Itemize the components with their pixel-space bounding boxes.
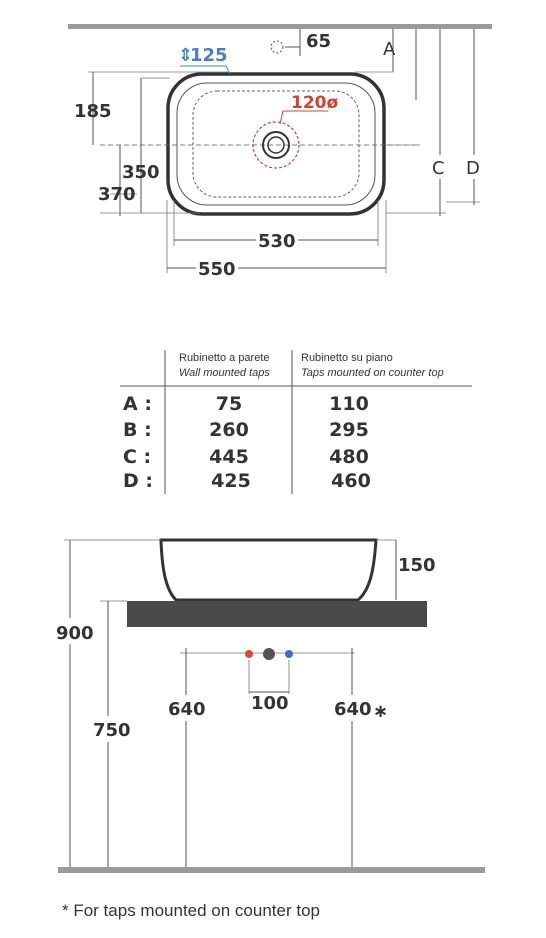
hot-water-supply-icon [245, 650, 253, 658]
dimension-table [120, 350, 472, 494]
cell-counter: 295 [329, 419, 369, 441]
table-row [123, 470, 371, 492]
dim-a-letter: A [383, 39, 396, 60]
dim-150: 150 [398, 555, 436, 576]
basin-inner-rim [177, 83, 375, 205]
dim-750: 750 [93, 720, 131, 741]
row-key: A : [123, 393, 152, 415]
tap-hole-circle [271, 41, 283, 53]
countertop [127, 601, 427, 627]
height-label: 125 [190, 45, 228, 66]
dim-640-left: 640 [168, 699, 206, 720]
side-view [56, 540, 485, 873]
col2-subtitle: Taps mounted on counter top [301, 367, 444, 379]
table-row [123, 446, 369, 468]
asterisk-mark: ∗ [373, 701, 389, 722]
dim-900: 900 [56, 623, 94, 644]
drain-label: 120ø [291, 93, 339, 113]
dim-530: 530 [258, 231, 296, 252]
dim-550: 550 [198, 259, 236, 280]
col1-subtitle: Wall mounted taps [179, 367, 270, 379]
dim-100: 100 [251, 693, 289, 714]
cell-wall: 75 [215, 393, 243, 415]
col2-title: Rubinetto su piano [301, 352, 393, 364]
drain-leader [280, 111, 283, 124]
dim-c-letter: C [432, 158, 445, 179]
dim-d-letter: D [466, 158, 480, 179]
basin-side-profile [161, 540, 376, 600]
cell-counter: 460 [331, 470, 371, 492]
cell-counter: 110 [329, 393, 369, 415]
dim-350: 350 [122, 162, 160, 183]
row-key: B : [123, 419, 152, 441]
top-view [68, 24, 492, 280]
cold-water-supply-icon [285, 650, 293, 658]
row-key: C : [123, 446, 152, 468]
cell-counter: 480 [329, 446, 369, 468]
table-row [123, 393, 369, 415]
footnote: * For taps mounted on counter top [62, 901, 320, 920]
tap-hole-label: 65 [306, 31, 332, 52]
cell-wall: 260 [209, 419, 249, 441]
drain-outlet-icon [263, 648, 275, 660]
dim-640-right: 640 [334, 699, 372, 720]
height-arrows-icon: ⇕ [178, 45, 194, 66]
cell-wall: 445 [209, 446, 249, 468]
basin-outer-rim [168, 74, 384, 214]
table-row [123, 419, 369, 441]
col1-title: Rubinetto a parete [179, 352, 270, 364]
floor-line [58, 867, 485, 873]
dim-185: 185 [74, 101, 112, 122]
row-key: D : [123, 470, 153, 492]
cell-wall: 425 [211, 470, 251, 492]
wall-line [68, 24, 492, 29]
dim-370: 370 [98, 184, 136, 205]
